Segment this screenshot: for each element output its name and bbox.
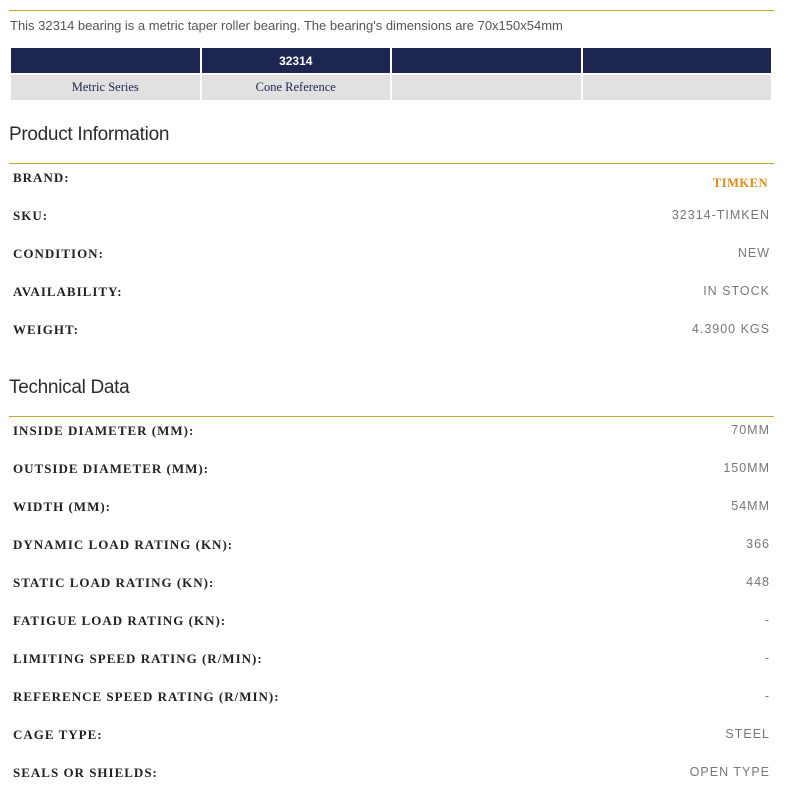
row-value: 366 [746,537,770,551]
reference-sub-cell [392,75,581,100]
technical-data-title: Technical Data [9,377,130,398]
top-divider [9,10,774,11]
reference-sub-cell: Metric Series [11,75,200,100]
product-row-condition [9,246,770,266]
row-label: FATIGUE LOAD RATING (KN): [13,613,227,628]
tech-row-fatigue-load [9,613,770,633]
row-value: 150MM [723,461,770,475]
row-value: STEEL [725,727,770,741]
row-value: 448 [746,575,770,589]
row-value: - [764,689,770,703]
technical-data-divider [9,416,774,417]
row-label: OUTSIDE DIAMETER (MM): [13,461,210,476]
row-label: CAGE TYPE: [13,727,103,742]
product-information-divider [9,163,774,164]
row-value: - [764,651,770,665]
reference-header-cell [583,48,772,75]
row-label: STATIC LOAD RATING (KN): [13,575,215,590]
row-value: - [764,613,770,627]
tech-row-reference-speed [9,689,770,709]
reference-header-cell: 32314 [202,48,391,75]
row-label: LIMITING SPEED RATING (R/MIN): [13,651,263,666]
tech-row-seals-shields [9,765,770,785]
product-row-sku [9,208,770,228]
reference-header-cell [392,48,581,75]
reference-sub-cell [583,75,772,100]
row-value: NEW [737,246,770,260]
row-label: WIDTH (MM): [13,499,112,514]
product-description: This 32314 bearing is a metric taper roller bearing. The bearing's dimensions are 70x150x54mm [10,18,563,33]
tech-row-static-load [9,575,770,595]
tech-row-limiting-speed [9,651,770,671]
row-label: WEIGHT: [13,322,79,337]
row-value: 32314-TIMKEN [671,208,770,222]
row-label: SEALS OR SHIELDS: [13,765,158,780]
reference-table [9,48,773,100]
tech-row-dynamic-load [9,537,770,557]
brand-link[interactable]: TIMKEN [712,176,768,190]
row-value: 70MM [731,423,770,437]
product-row-weight [9,322,770,342]
row-label: AVAILABILITY: [13,284,123,299]
tech-row-width [9,499,770,519]
product-information-title: Product Information [9,124,170,145]
row-value: IN STOCK [703,284,770,298]
row-label: INSIDE DIAMETER (MM): [13,423,195,438]
row-value: 4.3900 KGS [691,322,770,336]
row-label: DYNAMIC LOAD RATING (KN): [13,537,234,552]
row-label: BRAND: [13,170,70,185]
row-value: OPEN TYPE [689,765,770,779]
tech-row-outside-diameter [9,461,770,481]
reference-sub-cell: Cone Reference [202,75,391,100]
product-row-availability [9,284,770,304]
reference-header-cell [11,48,200,75]
tech-row-inside-diameter [9,423,770,443]
row-label: SKU: [13,208,49,223]
row-label: REFERENCE SPEED RATING (R/MIN): [13,689,280,704]
tech-row-cage-type [9,727,770,747]
row-label: CONDITION: [13,246,104,261]
row-value: 54MM [731,499,770,513]
product-row-brand [9,170,770,190]
